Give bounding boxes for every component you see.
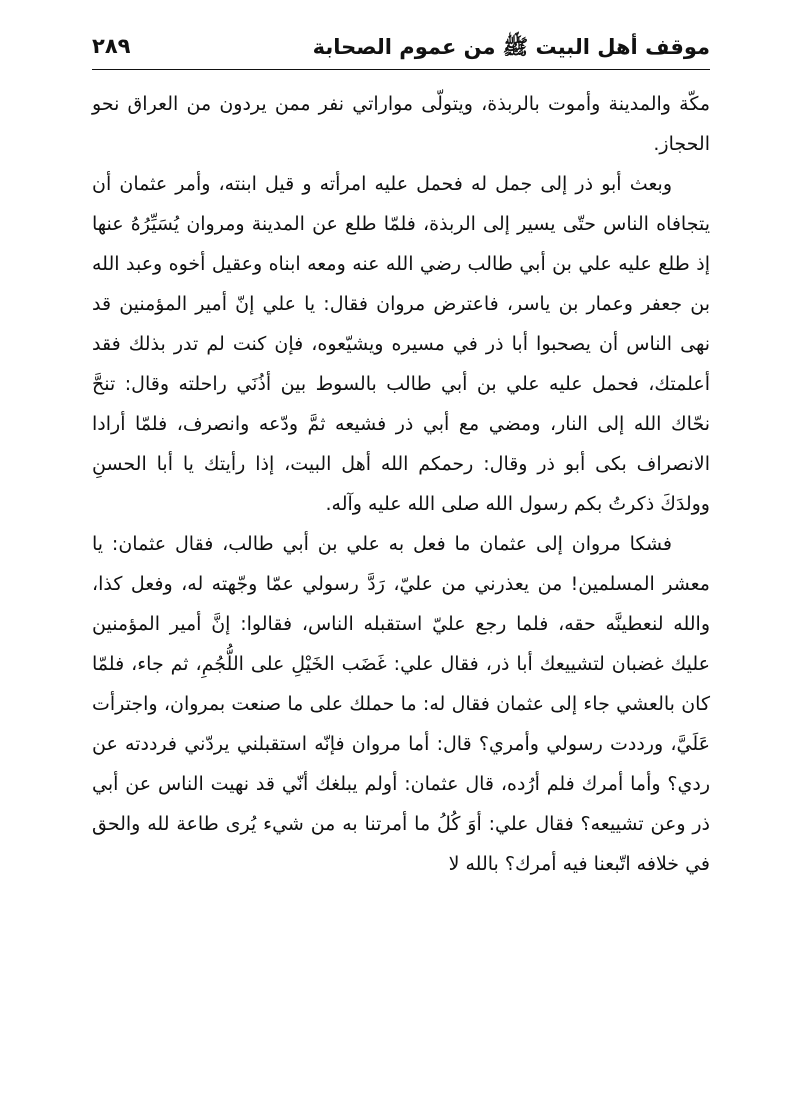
header-rule	[92, 69, 710, 70]
running-title: موقف أهل البيت ﷺ من عموم الصحابة	[312, 35, 710, 59]
page-number: ٢٨٩	[92, 34, 131, 58]
paragraph: وبعث أبو ذر إلى جمل له فحمل عليه امرأته و قيل ابنته، وأمر عثمان أن يتجافاه الناس حتّى يسير إلى الربذة، فلمّا طلع عن المدينة ومروان يُسَيِّرُهُ عنها إذ طلع عليه علي بن أبي طالب رضي الله عنه ومعه ابناه وعقيل أخوه وعبد الله بن جعفر وعمار بن ياسر، فاعترض مروان فقال: يا علي إنّ أمير المؤمنين قد نهى الناس أن يصحبوا أبا ذر في مسيره ويشيّعوه، فإن كنت لم تدر بذلك فقد أعلمتك، فحمل عليه علي بن أبي طالب بالسوط بين أذُنَي راحلته وقال: تنحَّ نحّاك الله إلى النار، ومضي مع أبي ذر فشيعه ثمَّ ودّعه وانصرف، فلمّا أرادا الانصراف بكى أبو ذر وقال: رحمكم الله أهل البيت، إذا رأيتك يا أبا الحسنِ وولدَكَ ذكرتُ بكم رسول الله صلى الله عليه وآله.	[92, 173, 710, 515]
paragraph: فشكا مروان إلى عثمان ما فعل به علي بن أبي طالب، فقال عثمان: يا معشر المسلمين! من يعذرني من عليّ، رَدَّ رسولي عمّا وجّهته له، وفعل كذا، والله لنعطينَّه حقه، فلما رجع عليّ استقبله الناس، فقالوا: إنَّ أمير المؤمنين عليك غضبان لتشييعك أبا ذر، فقال علي: غَضَب الخَيْلِ على اللُّجُمِ، ثم جاء، فلمّا كان بالعشي جاء إلى عثمان فقال له: ما حملك على ما صنعت بمروان، واجترأت عَلَيَّ، ورددت رسولي وأمري؟ قال: أما مروان فإنّه استقبلني يردّني فرددته عن ردي؟ وأما أمرك فلم أرُده، قال عثمان: أولم يبلغك أنّي قد نهيت الناس عن أبي ذر وعن تشييعه؟ فقال علي: أوَ كُلُ ما أمرتنا به من شيء يُرى طاعة لله والحق في خلافه اتّبعنا فيه أمرك؟ بالله لا	[92, 533, 710, 875]
body-text	[92, 84, 710, 884]
page-header	[92, 30, 710, 68]
paragraph: مكّة والمدينة وأموت بالربذة، ويتولّى مواراتي نفر ممن يردون من العراق نحو الحجاز.	[92, 93, 710, 155]
